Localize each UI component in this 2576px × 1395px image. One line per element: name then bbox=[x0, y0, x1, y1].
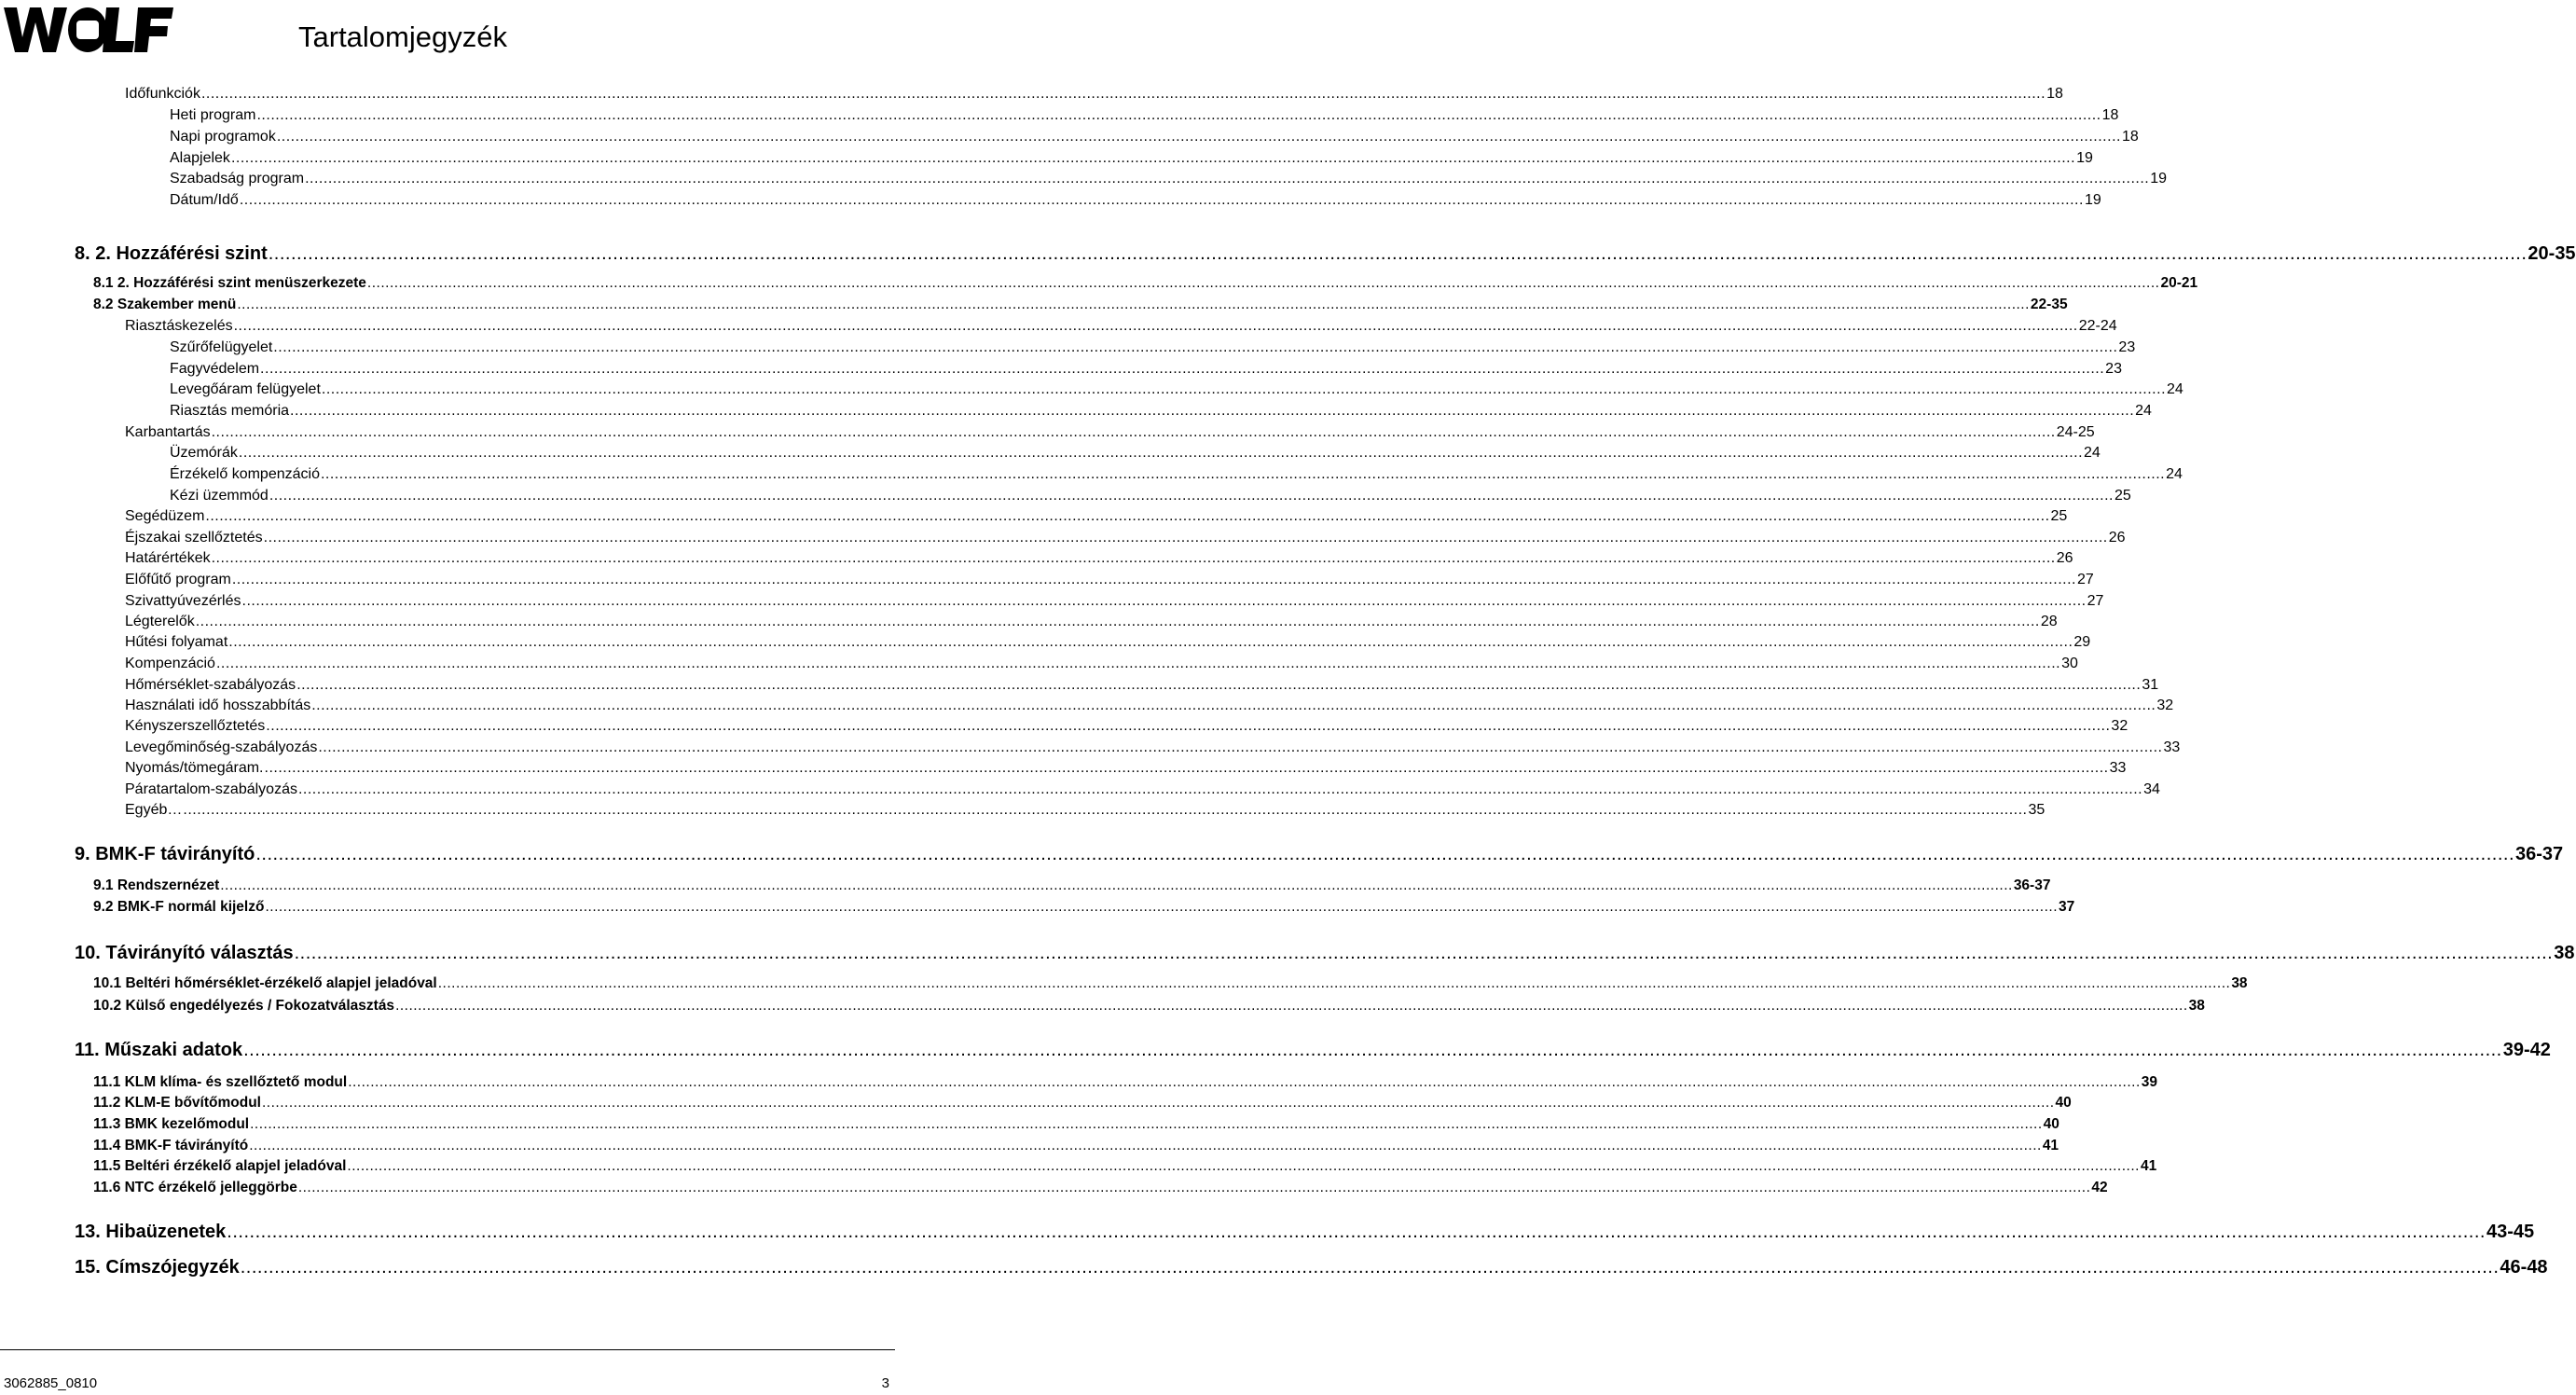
toc-entry-page: 19 bbox=[2150, 171, 2168, 186]
toc-leader-dots: ................................................................................................................................................................................................................................................................................................................................................................................................................ bbox=[205, 508, 2050, 524]
toc-leader-dots: ................................................................................................................................................................................................................................................................................................................................................................................................................ bbox=[211, 424, 2056, 440]
toc-entry-page: 20-35 bbox=[2528, 243, 2576, 264]
toc-entry[interactable] bbox=[125, 550, 2073, 566]
toc-entry-label: 9.1 Rendszernézet bbox=[93, 877, 220, 893]
toc-entry[interactable] bbox=[125, 593, 2104, 609]
toc-leader-dots: ................................................................................................................................................................................................................................................................................................................................................................................................................ bbox=[260, 361, 2105, 377]
toc-leader-dots: ................................................................................................................................................................................................................................................................................................................................................................................................................ bbox=[243, 1040, 2502, 1060]
toc-leader-dots: ................................................................................................................................................................................................................................................................................................................................................................................................................ bbox=[220, 877, 2013, 893]
toc-entry-label: Alapjelek bbox=[170, 150, 230, 166]
toc-entry-label: Dátum/Idő bbox=[170, 192, 239, 208]
toc-entry[interactable] bbox=[125, 802, 2046, 818]
toc-entry-label: Fagyvédelem bbox=[170, 361, 260, 377]
toc-leader-dots: ................................................................................................................................................................................................................................................................................................................................................................................................................ bbox=[231, 572, 2076, 587]
toc-leader-dots: ................................................................................................................................................................................................................................................................................................................................................................................................................ bbox=[269, 488, 2114, 504]
toc-leader-dots: ................................................................................................................................................................................................................................................................................................................................................................................................................ bbox=[256, 107, 2101, 123]
toc-entry-page: 26 bbox=[2108, 530, 2126, 546]
toc-entry-page: 36-37 bbox=[2013, 877, 2051, 893]
toc-entry[interactable] bbox=[125, 698, 2174, 713]
toc-entry-label: Érzékelő kompenzáció bbox=[170, 466, 320, 482]
toc-entry-label: Időfunkciók bbox=[125, 86, 200, 102]
toc-entry-page: 40 bbox=[2055, 1095, 2072, 1111]
toc-entry[interactable] bbox=[93, 1095, 2072, 1111]
toc-entry[interactable] bbox=[170, 107, 2119, 123]
toc-entry-page: 39 bbox=[2141, 1074, 2157, 1090]
toc-entry-label: Légterelők bbox=[125, 614, 195, 629]
toc-entry-label: 8. 2. Hozzáférési szint bbox=[75, 243, 268, 264]
toc-entry[interactable] bbox=[93, 1116, 2059, 1132]
toc-entry-page: 24-25 bbox=[2056, 424, 2095, 440]
toc-entry[interactable] bbox=[75, 1040, 2551, 1060]
toc-entry-label: Szűrőfelügyelet bbox=[170, 339, 273, 355]
toc-entry-page: 18 bbox=[2101, 107, 2119, 123]
toc-entry-label: Határértékek bbox=[125, 550, 211, 566]
toc-entry-label: 11.4 BMK-F távirányító bbox=[93, 1138, 249, 1153]
toc-entry[interactable] bbox=[93, 998, 2205, 1014]
toc-entry[interactable] bbox=[93, 899, 2075, 915]
toc-leader-dots: ................................................................................................................................................................................................................................................................................................................................................................................................................ bbox=[268, 243, 2528, 264]
toc-entry-page: 38 bbox=[2554, 943, 2575, 963]
toc-entry[interactable] bbox=[170, 381, 2183, 397]
toc-leader-dots: ................................................................................................................................................................................................................................................................................................................................................................................................................ bbox=[215, 656, 2061, 671]
toc-entry-label: 10.1 Beltéri hőmérséklet-érzékelő alapjel jeladóval bbox=[93, 975, 437, 991]
toc-entry-label: 13. Hibaüzenetek bbox=[75, 1222, 227, 1242]
toc-entry-page: 24 bbox=[2084, 445, 2101, 461]
page-title: Tartalomjegyzék bbox=[298, 21, 507, 53]
footer-divider bbox=[0, 1349, 895, 1350]
toc-entry-label: 11.1 KLM klíma- és szellőztető modul bbox=[93, 1074, 348, 1090]
toc-entry[interactable] bbox=[75, 243, 2576, 264]
toc-entry-label: 10. Távirányító választás bbox=[75, 943, 294, 963]
toc-leader-dots: ................................................................................................................................................................................................................................................................................................................................................................................................................ bbox=[366, 275, 2160, 291]
toc-leader-dots: ................................................................................................................................................................................................................................................................................................................................................................................................................ bbox=[241, 593, 2087, 609]
toc-entry[interactable] bbox=[93, 1180, 2108, 1195]
toc-entry-label: Napi programok bbox=[170, 129, 276, 145]
toc-entry[interactable] bbox=[125, 318, 2117, 334]
toc-entry-page: 30 bbox=[2061, 656, 2078, 671]
toc-entry-page: 41 bbox=[2140, 1158, 2157, 1174]
toc-leader-dots: ................................................................................................................................................................................................................................................................................................................................................................................................................ bbox=[266, 718, 2111, 734]
toc-entry-page: 18 bbox=[2046, 86, 2063, 102]
toc-leader-dots: ................................................................................................................................................................................................................................................................................................................................................................................................................ bbox=[321, 381, 2167, 397]
toc-entry[interactable] bbox=[93, 1074, 2157, 1090]
toc-leader-dots: ................................................................................................................................................................................................................................................................................................................................................................................................................ bbox=[250, 1116, 2043, 1132]
toc-entry-label: Segédüzem bbox=[125, 508, 205, 524]
toc-entry[interactable] bbox=[170, 129, 2139, 145]
toc-entry[interactable] bbox=[75, 1222, 2535, 1242]
toc-entry-page: 40 bbox=[2043, 1116, 2059, 1132]
toc-entry[interactable] bbox=[75, 943, 2575, 963]
toc-leader-dots: ................................................................................................................................................................................................................................................................................................................................................................................................................ bbox=[273, 339, 2118, 355]
toc-entry-page: 42 bbox=[2091, 1180, 2108, 1195]
toc-entry[interactable] bbox=[125, 530, 2126, 546]
toc-entry-page: 23 bbox=[2105, 361, 2122, 377]
toc-entry-label: Egyéb… bbox=[125, 802, 183, 818]
toc-leader-dots: ................................................................................................................................................................................................................................................................................................................................................................................................................ bbox=[264, 760, 2109, 776]
toc-leader-dots: ................................................................................................................................................................................................................................................................................................................................................................................................................ bbox=[348, 1074, 2141, 1090]
toc-entry-label: 9. BMK-F távirányító bbox=[75, 844, 255, 864]
toc-leader-dots: ................................................................................................................................................................................................................................................................................................................................................................................................................ bbox=[200, 86, 2046, 102]
toc-entry[interactable] bbox=[93, 275, 2198, 291]
toc-entry-page: 25 bbox=[2114, 488, 2131, 504]
toc-entry-page: 25 bbox=[2050, 508, 2068, 524]
toc-entry-page: 27 bbox=[2076, 572, 2094, 587]
toc-leader-dots: ................................................................................................................................................................................................................................................................................................................................................................................................................ bbox=[195, 614, 2040, 629]
toc-entry-label: Nyomás/tömegáram. bbox=[125, 760, 264, 776]
toc-entry-page: 46-48 bbox=[2500, 1257, 2548, 1278]
toc-entry[interactable] bbox=[125, 614, 2058, 629]
toc-entry-page: 38 bbox=[2188, 998, 2205, 1014]
toc-entry[interactable] bbox=[93, 975, 2248, 991]
toc-leader-dots: ................................................................................................................................................................................................................................................................................................................................................................................................................ bbox=[265, 899, 2059, 915]
toc-entry[interactable] bbox=[125, 572, 2094, 587]
toc-entry-page: 18 bbox=[2121, 129, 2139, 145]
toc-entry-page: 36-37 bbox=[2515, 844, 2564, 864]
toc-entry-label: Kényszerszellőztetés bbox=[125, 718, 266, 734]
toc-entry-label: Riasztás memória bbox=[170, 403, 290, 419]
toc-entry[interactable] bbox=[125, 656, 2078, 671]
toc-entry-page: 34 bbox=[2143, 781, 2160, 797]
toc-leader-dots: ................................................................................................................................................................................................................................................................................................................................................................................................................ bbox=[237, 297, 2030, 312]
toc-entry[interactable] bbox=[125, 781, 2160, 797]
toc-leader-dots: ................................................................................................................................................................................................................................................................................................................................................................................................................ bbox=[320, 466, 2166, 482]
toc-entry-page: 31 bbox=[2142, 677, 2159, 693]
toc-leader-dots: ................................................................................................................................................................................................................................................................................................................................................................................................................ bbox=[228, 634, 2073, 650]
toc-entry[interactable] bbox=[125, 739, 2181, 755]
toc-entry-label: Hőmérséklet-szabályozás bbox=[125, 677, 296, 693]
toc-entry-label: Páratartalom-szabályozás bbox=[125, 781, 297, 797]
toc-leader-dots: ................................................................................................................................................................................................................................................................................................................................................................................................................ bbox=[290, 403, 2135, 419]
toc-entry[interactable] bbox=[75, 844, 2564, 864]
toc-entry-label: Karbantartás bbox=[125, 424, 211, 440]
toc-entry-page: 20-21 bbox=[2160, 275, 2198, 291]
toc-entry-label: Szabadság program bbox=[170, 171, 305, 186]
toc-entry-label: Levegőminőség-szabályozás bbox=[125, 739, 318, 755]
toc-entry-page: 38 bbox=[2231, 975, 2248, 991]
toc-entry[interactable] bbox=[170, 150, 2093, 166]
toc-entry-page: 33 bbox=[2163, 739, 2181, 755]
toc-entry-page: 37 bbox=[2059, 899, 2075, 915]
toc-entry-label: 8.2 Szakember menü bbox=[93, 297, 237, 312]
toc-leader-dots: ................................................................................................................................................................................................................................................................................................................................................................................................................ bbox=[249, 1138, 2042, 1153]
toc-entry-page: 24 bbox=[2167, 381, 2183, 397]
toc-leader-dots: ................................................................................................................................................................................................................................................................................................................................................................................................................ bbox=[238, 445, 2084, 461]
toc-entry-label: 15. Címszójegyzék bbox=[75, 1257, 240, 1278]
toc-leader-dots: ................................................................................................................................................................................................................................................................................................................................................................................................................ bbox=[297, 781, 2143, 797]
toc-entry[interactable] bbox=[170, 192, 2101, 208]
toc-entry[interactable] bbox=[170, 361, 2122, 377]
toc-entry-label: 8.1 2. Hozzáférési szint menüszerkezete bbox=[93, 275, 366, 291]
toc-entry[interactable] bbox=[93, 1158, 2157, 1174]
toc-leader-dots: ................................................................................................................................................................................................................................................................................................................................................................................................................ bbox=[395, 998, 2188, 1014]
toc-entry-page: 39-42 bbox=[2502, 1040, 2551, 1060]
toc-entry[interactable] bbox=[170, 339, 2136, 355]
toc-entry-page: 43-45 bbox=[2486, 1222, 2535, 1242]
toc-entry[interactable] bbox=[93, 877, 2051, 893]
toc-leader-dots: ................................................................................................................................................................................................................................................................................................................................................................................................................ bbox=[296, 677, 2142, 693]
toc-entry[interactable] bbox=[93, 1138, 2059, 1153]
toc-entry-page: 41 bbox=[2042, 1138, 2059, 1153]
toc-entry-label: Kompenzáció bbox=[125, 656, 215, 671]
toc-entry-label: Szivattyúvezérlés bbox=[125, 593, 241, 609]
toc-entry-label: 11.5 Beltéri érzékelő alapjel jeladóval bbox=[93, 1158, 347, 1174]
toc-entry[interactable] bbox=[125, 424, 2095, 440]
toc-leader-dots: ................................................................................................................................................................................................................................................................................................................................................................................................................ bbox=[183, 802, 2028, 818]
toc-entry-label: 11. Műszaki adatok bbox=[75, 1040, 243, 1060]
toc-leader-dots: ................................................................................................................................................................................................................................................................................................................................................................................................................ bbox=[305, 171, 2150, 186]
toc-entry[interactable] bbox=[170, 488, 2131, 504]
toc-entry[interactable] bbox=[170, 466, 2183, 482]
toc-entry-label: Üzemórák bbox=[170, 445, 238, 461]
toc-entry-page: 19 bbox=[2084, 192, 2101, 208]
toc-entry[interactable] bbox=[125, 634, 2091, 650]
toc-entry-page: 22-35 bbox=[2030, 297, 2068, 312]
toc-entry[interactable] bbox=[125, 677, 2159, 693]
toc-entry[interactable] bbox=[125, 86, 2063, 102]
toc-entry[interactable] bbox=[125, 508, 2068, 524]
toc-entry-label: 11.2 KLM-E bővítőmodul bbox=[93, 1095, 261, 1111]
toc-entry-page: 26 bbox=[2056, 550, 2073, 566]
toc-entry[interactable] bbox=[170, 445, 2101, 461]
toc-entry-page: 29 bbox=[2073, 634, 2091, 650]
toc-entry-label: 10.2 Külső engedélyezés / Fokozatválasztás bbox=[93, 998, 395, 1014]
toc-entry-label: 9.2 BMK-F normál kijelző bbox=[93, 899, 265, 915]
toc-leader-dots: ................................................................................................................................................................................................................................................................................................................................................................................................................ bbox=[227, 1222, 2486, 1242]
toc-entry-page: 23 bbox=[2118, 339, 2136, 355]
toc-entry-page: 32 bbox=[2111, 718, 2128, 734]
toc-entry-page: 24 bbox=[2135, 403, 2152, 419]
toc-leader-dots: ................................................................................................................................................................................................................................................................................................................................................................................................................ bbox=[230, 150, 2076, 166]
toc-leader-dots: ................................................................................................................................................................................................................................................................................................................................................................................................................ bbox=[261, 1095, 2055, 1111]
toc-leader-dots: ................................................................................................................................................................................................................................................................................................................................................................................................................ bbox=[255, 844, 2515, 864]
toc-entry[interactable] bbox=[75, 1257, 2548, 1278]
toc-entry-label: Éjszakai szellőztetés bbox=[125, 530, 263, 546]
toc-leader-dots: ................................................................................................................................................................................................................................................................................................................................................................................................................ bbox=[263, 530, 2108, 546]
toc-entry-label: 11.3 BMK kezelőmodul bbox=[93, 1116, 250, 1132]
toc-entry[interactable] bbox=[125, 718, 2128, 734]
toc-entry-label: 11.6 NTC érzékelő jelleggörbe bbox=[93, 1180, 297, 1195]
toc-leader-dots: ................................................................................................................................................................................................................................................................................................................................................................................................................ bbox=[311, 698, 2156, 713]
document-code: 3062885_0810 bbox=[4, 1375, 98, 1391]
toc-leader-dots: ................................................................................................................................................................................................................................................................................................................................................................................................................ bbox=[437, 975, 2231, 991]
toc-leader-dots: ................................................................................................................................................................................................................................................................................................................................................................................................................ bbox=[276, 129, 2121, 145]
toc-entry-page: 27 bbox=[2087, 593, 2104, 609]
toc-entry-page: 19 bbox=[2076, 150, 2093, 166]
toc-entry-page: 33 bbox=[2109, 760, 2127, 776]
toc-entry[interactable] bbox=[170, 171, 2168, 186]
toc-entry-label: Hűtési folyamat bbox=[125, 634, 228, 650]
toc-entry-page: 35 bbox=[2028, 802, 2046, 818]
toc-entry-label: Kézi üzemmód bbox=[170, 488, 269, 504]
toc-leader-dots: ................................................................................................................................................................................................................................................................................................................................................................................................................ bbox=[294, 943, 2554, 963]
toc-leader-dots: ................................................................................................................................................................................................................................................................................................................................................................................................................ bbox=[347, 1158, 2140, 1174]
toc-entry-label: Előfűtő program bbox=[125, 572, 231, 587]
toc-entry-page: 32 bbox=[2156, 698, 2174, 713]
toc-entry-page: 24 bbox=[2166, 466, 2183, 482]
toc-leader-dots: ................................................................................................................................................................................................................................................................................................................................................................................................................ bbox=[240, 1257, 2500, 1278]
toc-leader-dots: ................................................................................................................................................................................................................................................................................................................................................................................................................ bbox=[318, 739, 2163, 755]
toc-leader-dots: ................................................................................................................................................................................................................................................................................................................................................................................................................ bbox=[211, 550, 2056, 566]
toc-entry-page: 28 bbox=[2040, 614, 2058, 629]
toc-leader-dots: ................................................................................................................................................................................................................................................................................................................................................................................................................ bbox=[297, 1180, 2091, 1195]
toc-leader-dots: ................................................................................................................................................................................................................................................................................................................................................................................................................ bbox=[239, 192, 2084, 208]
toc-entry-page: 22-24 bbox=[2078, 318, 2117, 334]
toc-entry[interactable] bbox=[93, 297, 2068, 312]
toc-entry-label: Levegőáram felügyelet bbox=[170, 381, 321, 397]
toc-entry-label: Heti program bbox=[170, 107, 256, 123]
toc-leader-dots: ................................................................................................................................................................................................................................................................................................................................................................................................................ bbox=[233, 318, 2078, 334]
toc-entry[interactable] bbox=[170, 403, 2152, 419]
toc-entry[interactable] bbox=[125, 760, 2127, 776]
toc-entry-label: Riasztáskezelés bbox=[125, 318, 233, 334]
page-number: 3 bbox=[881, 1375, 889, 1391]
toc-entry-label: Használati idő hosszabbítás bbox=[125, 698, 311, 713]
